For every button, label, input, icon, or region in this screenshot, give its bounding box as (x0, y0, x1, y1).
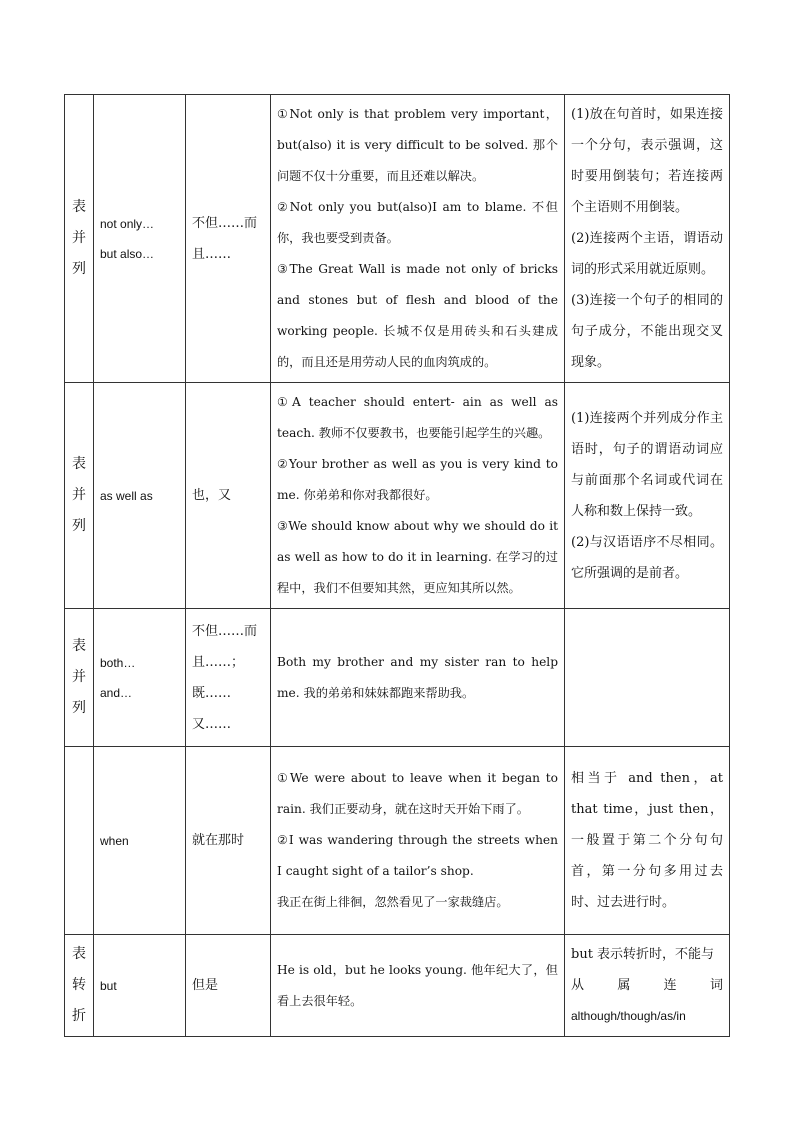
type-char: 并 (72, 230, 86, 246)
usage-note: (1)连接两个并列成分作主语时，句子的谓语动词应与前面那个名词或代词在人称和数上保持一致。 (571, 410, 723, 519)
note-cell (565, 383, 730, 609)
type-cell (65, 935, 94, 1037)
example-sentence: ①A teacher should entert- ain as well as teach. 教师不仅要教书，也要能引起学生的兴趣。 (277, 395, 558, 440)
type-char: 并 (72, 487, 86, 503)
type-char: 表 (72, 946, 86, 962)
note-cell (565, 95, 730, 383)
spread-char: 连 (663, 978, 677, 993)
spread-char: 从 (571, 978, 585, 993)
example-sentence: ③The Great Wall is made not only of bricks and stones but of flesh and blood of the working people. 长城不仅是用砖头和石头建成的，而且还是用劳动人民的血肉筑成的。 (277, 262, 558, 369)
example-sentence: ①Not only is that problem very important，but(also) it is very difficult to be solved. 那个问题不仅十分重要，而且还难以解决。 (277, 107, 558, 183)
usage-note-tail: although/though/as/in (571, 1009, 686, 1023)
phrase-line: and… (100, 685, 133, 700)
usage-note-spread (571, 970, 723, 1001)
table-row (65, 609, 730, 747)
meaning-cell: 就在那时 (186, 747, 271, 935)
spread-char: 属 (617, 978, 631, 993)
meaning-cell: 不但……而且……；既……又…… (186, 609, 271, 747)
type-char: 表 (72, 199, 86, 215)
phrase-line: not only… (100, 216, 155, 231)
type-char: 列 (72, 261, 86, 277)
type-cell (65, 383, 94, 609)
usage-note: (2)与汉语语序不尽相同。它所强调的是前者。 (571, 534, 723, 581)
table-row (65, 383, 730, 609)
meaning-cell: 但是 (186, 935, 271, 1037)
type-char: 表 (72, 456, 86, 472)
example-cell (271, 95, 565, 383)
phrase-cell (94, 609, 186, 747)
type-char: 表 (72, 638, 86, 654)
example-sentence: ③We should know about why we should do it as well as how to do it in learning. 在学习的过程中，我们不但要知其然，更应知其所以然。 (277, 519, 558, 595)
usage-note: (2)连接两个主语，谓语动词的形式采用就近原则。 (571, 231, 723, 277)
type-cell (65, 747, 94, 935)
example-cell (271, 383, 565, 609)
phrase-line: but also… (100, 246, 155, 261)
phrase-cell (94, 747, 186, 935)
phrase-line: when (100, 833, 129, 848)
table-row (65, 935, 730, 1037)
example-sentence: 我正在街上徘徊，忽然看见了一家裁缝店。 (277, 895, 509, 909)
phrase-line: but (100, 978, 117, 993)
phrase-line: both… (100, 655, 136, 670)
meaning-cell: 不但……而且…… (186, 95, 271, 383)
example-cell (271, 935, 565, 1037)
phrase-cell (94, 935, 186, 1037)
phrase-line: as well as (100, 488, 153, 503)
meaning-cell: 也，又 (186, 383, 271, 609)
type-char: 折 (72, 1008, 86, 1024)
phrase-cell (94, 383, 186, 609)
type-char: 转 (72, 977, 86, 993)
example-sentence: ②Your brother as well as you is very kind to me. 你弟弟和你对我都很好。 (277, 457, 558, 502)
table-row (65, 747, 730, 935)
type-char: 并 (72, 669, 86, 685)
note-cell (565, 609, 730, 747)
type-char: 列 (72, 700, 86, 716)
example-sentence: ②I was wandering through the streets when I caught sight of a tailor’s shop. (277, 833, 558, 878)
usage-note: (3)连接一个句子的相同的句子成分，不能出现交叉现象。 (571, 293, 723, 370)
example-cell (271, 609, 565, 747)
spread-char: 词 (709, 978, 723, 993)
example-sentence: ①We were about to leave when it began to rain. 我们正要动身，就在这时天开始下雨了。 (277, 771, 558, 816)
usage-note: but 表示转折时，不能与 (571, 947, 715, 962)
example-sentence: He is old，but he looks young. 他年纪大了，但看上去很年轻。 (277, 962, 558, 1008)
table-row (65, 95, 730, 383)
grammar-table (64, 94, 730, 1037)
note-cell (565, 935, 730, 1037)
note-cell (565, 747, 730, 935)
type-cell (65, 609, 94, 747)
usage-note: 相当于 and then，at that time，just then，一般置于第二个分句句首，第一分句多用过去时、过去进行时。 (571, 771, 723, 910)
example-sentence: ②Not only you but(also)I am to blame. 不但你，我也要受到责备。 (277, 200, 558, 245)
example-cell (271, 747, 565, 935)
type-char: 列 (72, 518, 86, 534)
usage-note: (1)放在句首时，如果连接一个分句，表示强调，这时要用倒装句；若连接两个主语则不用倒装。 (571, 107, 723, 215)
example-sentence: Both my brother and my sister ran to help me. 我的弟弟和妹妹都跑来帮助我。 (277, 654, 558, 700)
phrase-cell (94, 95, 186, 383)
type-cell (65, 95, 94, 383)
